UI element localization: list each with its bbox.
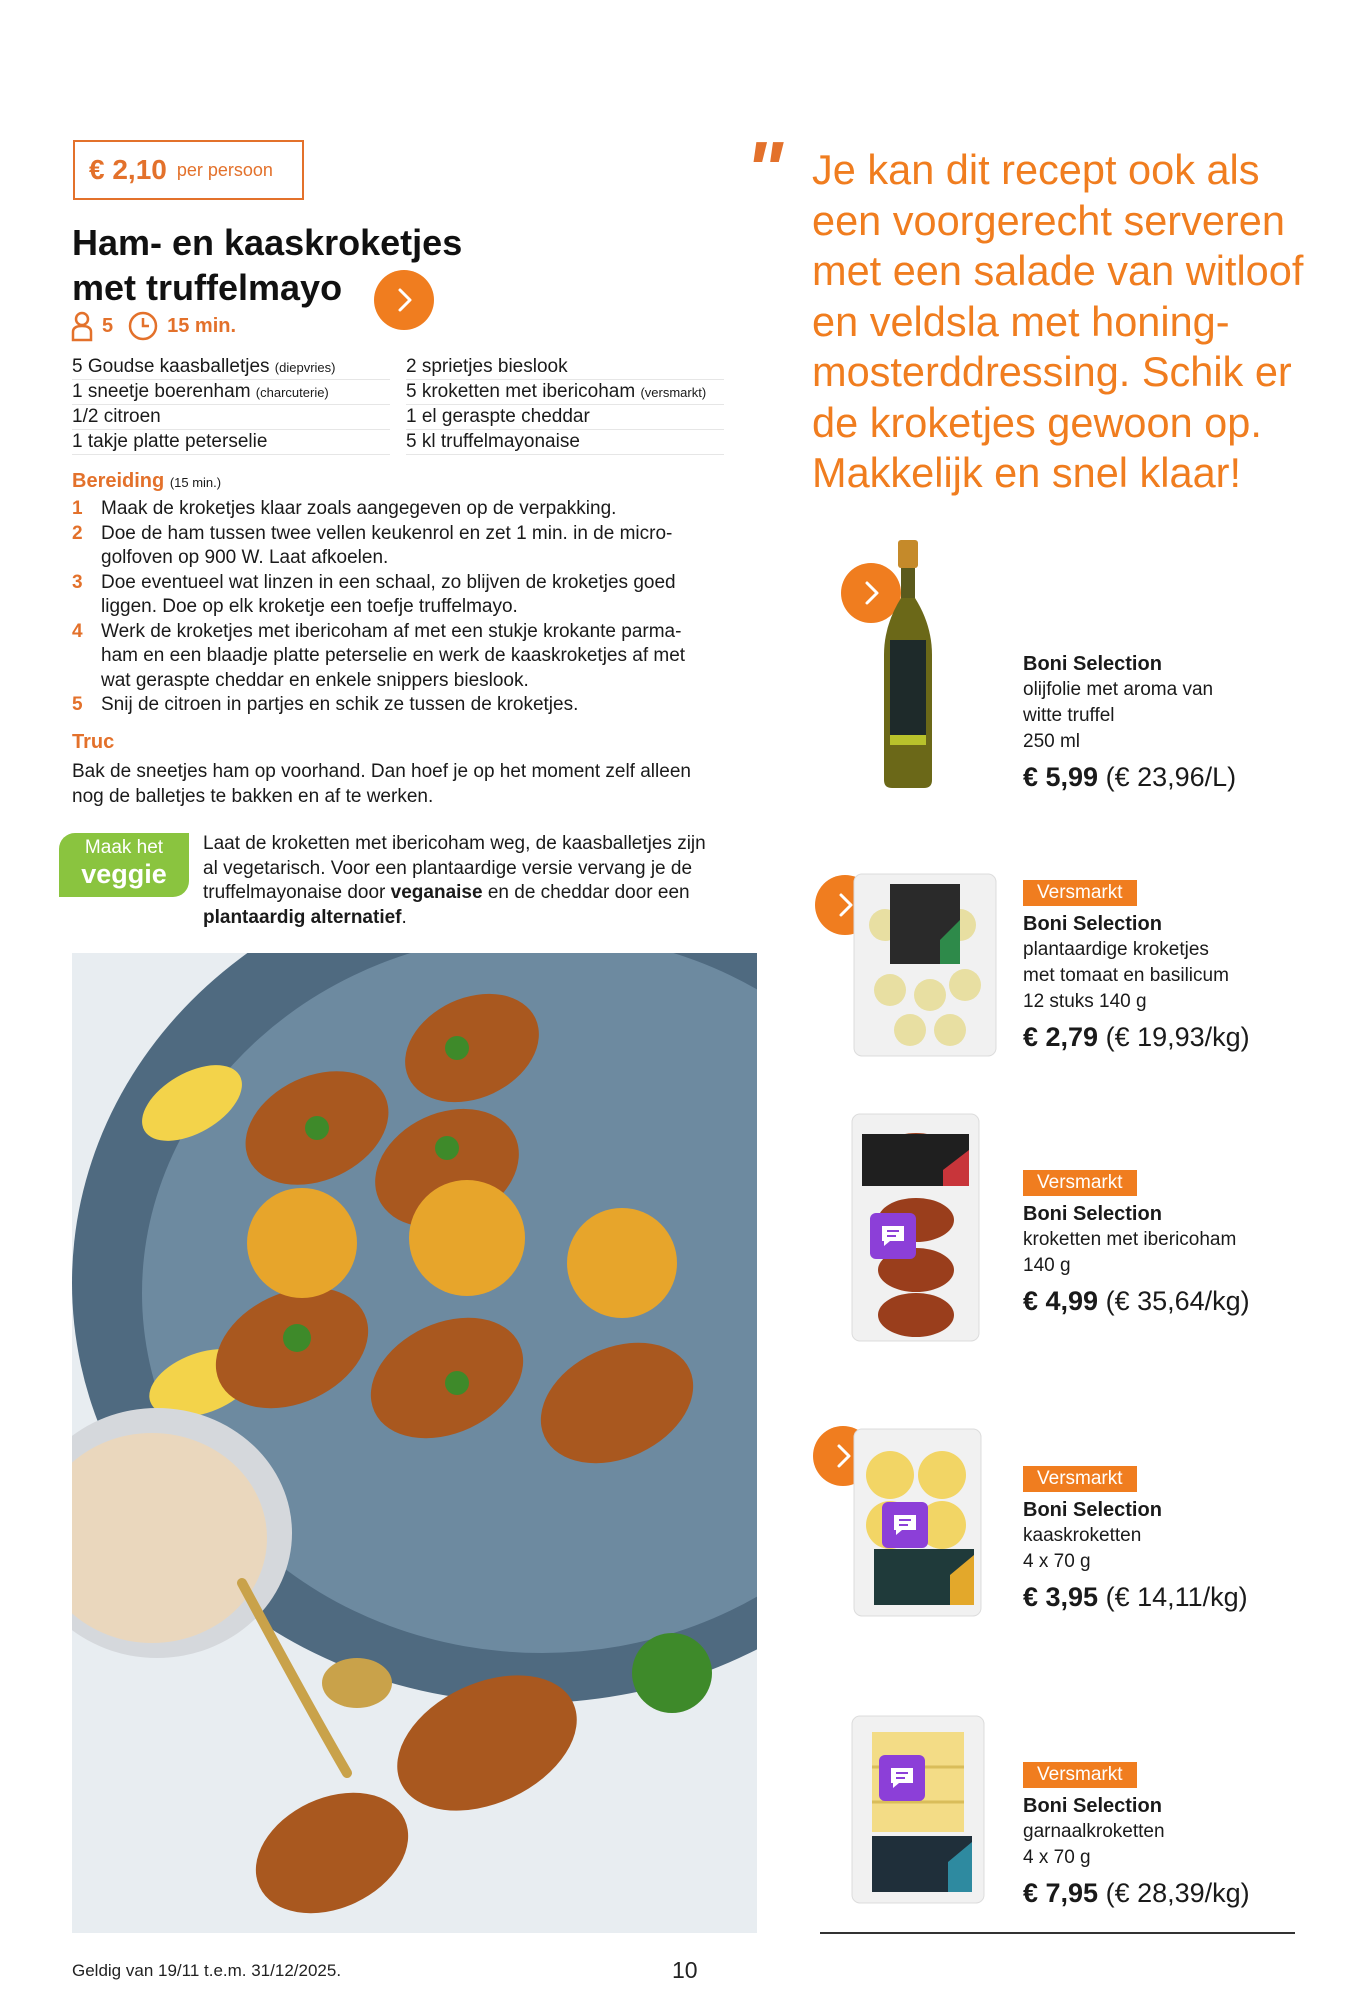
versmarkt-tag: Versmarkt [1023,880,1137,906]
product-size: 250 ml [1023,731,1081,752]
price-per-person-amount: € 2,10 [89,154,167,185]
chevron-right-icon [390,286,418,314]
ingredient-item: 1 sneetje boerenham (charcuterie) [72,380,390,405]
price-per-person-label: per persoon [176,159,273,180]
croquettes-photo-illustration [72,953,757,1933]
product-size: 12 stuks 140 g [1023,991,1147,1012]
product-desc: kaaskroketten [1023,1525,1142,1546]
recipe-meta [70,310,236,342]
chat-icon [889,1766,915,1790]
step-item: 2 Doe de ham tussen twee vellen keukenrol en zet 1 min. in de micro- golfoven op 900 W. Laat afkoelen. [72,522,673,568]
truc-text: Bak de sneetjes ham op voorhand. Dan hoef je op het moment zelf alleen nog de balletjes te bakken en af te werken. [72,761,691,807]
person-icon [70,310,94,342]
product-5-chat-button[interactable] [879,1755,925,1801]
product-price: € 3,95 (€ 14,11/kg) [1023,1582,1248,1612]
quote-icon: " [745,125,775,214]
product-desc: olijfolie met aroma van [1023,679,1214,700]
ingredients-list [72,355,722,455]
ingredient-item: 5 Goudse kaasballetjes (diepvries) [72,355,390,380]
versmarkt-tag: Versmarkt [1023,1170,1137,1196]
page-number: 10 [672,1957,698,1983]
bereiding-time: (15 min.) [169,475,222,490]
product-brand: Boni Selection [1023,653,1162,675]
product-desc: met tomaat en basilicum [1023,965,1229,986]
divider [820,1932,1295,1934]
product-4-info [1023,1466,1323,1615]
versmarkt-tag: Versmarkt [1023,1762,1137,1788]
steps-list [72,497,722,718]
ingredient-item: 1 takje platte peterselie [72,430,390,455]
product-price: € 2,79 (€ 19,93/kg) [1023,1022,1250,1052]
product-size: 4 x 70 g [1023,1551,1091,1572]
product-brand: Boni Selection [1023,1203,1162,1225]
product-size: 4 x 70 g [1023,1847,1091,1868]
quote-text: Je kan dit recept ook als een voorgerecht serveren met een salade van witloof en veldsla met honing- mosterddressing. Schik er de kroketjes gewoon op. Makkelijk en snel klaar! [812,146,1304,496]
product-price: € 5,99 (€ 23,96/L) [1023,762,1237,792]
recipe-title-line1: Ham- en kaaskroketjes [72,222,463,263]
validity-text: Geldig van 19/11 t.e.m. 31/12/2025. [72,1961,342,1980]
clock-icon [127,310,159,342]
product-desc: plantaardige kroketjes [1023,939,1209,960]
truc-heading: Truc [72,731,115,753]
product-2-image [850,870,1000,1060]
ingredient-item: 5 kl truffelmayonaise [406,430,724,455]
product-price: € 7,95 (€ 28,39/kg) [1023,1878,1250,1908]
time-value: 15 min. [167,314,237,337]
chat-icon [880,1224,906,1248]
ingredient-item: 5 kroketten met ibericoham (versmarkt) [406,380,724,405]
product-5-image [848,1712,988,1907]
step-item: 3 Doe eventueel wat linzen in een schaal, zo blijven de kroketjes goed liggen. Doe op elk kroketje een toefje truffelmayo. [72,571,676,617]
product-brand: Boni Selection [1023,913,1162,935]
product-5-info [1023,1762,1323,1911]
step-item: 1 Maak de kroketjes klaar zoals aangegeven op de verpakking. [72,498,617,519]
recipe-next-button[interactable] [374,270,434,330]
product-4-chat-button[interactable] [882,1502,928,1548]
product-2-info [1023,880,1323,1055]
product-desc: garnaalkroketten [1023,1821,1165,1842]
ingredient-item: 1/2 citroen [72,405,390,430]
step-item: 4 Werk de kroketjes met ibericoham af met een stukje krokante parma- ham en een blaadje platte peterselie en werk de kaaskroketjes af met wat geraspte cheddar en enkele snippers bieslook. [72,620,686,691]
bereiding-heading [72,470,221,493]
chat-icon [892,1513,918,1537]
versmarkt-tag: Versmarkt [1023,1466,1137,1492]
product-3-info [1023,1170,1323,1319]
step-item: 5 Snij de citroen in partjes en schik ze tussen de kroketjes. [72,694,579,715]
price-per-person-box [73,140,304,200]
veggie-badge: Maak het veggie [59,833,189,897]
product-brand: Boni Selection [1023,1499,1162,1521]
ingredient-item: 2 sprietjes bieslook [406,355,724,380]
product-desc: kroketten met ibericoham [1023,1229,1237,1250]
recipe-photo [72,953,757,1933]
product-1-image [880,540,936,790]
product-brand: Boni Selection [1023,1795,1162,1817]
servings-value: 5 [102,314,114,337]
ingredient-item: 1 el geraspte cheddar [406,405,724,430]
product-size: 140 g [1023,1255,1071,1276]
bereiding-label: Bereiding [72,470,165,492]
recipe-title-line2: met truffelmayo [72,267,343,308]
veggie-text: Laat de kroketten met ibericoham weg, de kaasballetjes zijn al vegetarisch. Voor een plantaardige versie vervang je de truffelmayonaise door veganaise en de cheddar door een plantaardig alternatief. [203,833,706,928]
product-3-chat-button[interactable] [870,1213,916,1259]
product-desc: witte truffel [1023,705,1115,726]
product-price: € 4,99 (€ 35,64/kg) [1023,1286,1250,1316]
product-1-info [1023,652,1323,795]
